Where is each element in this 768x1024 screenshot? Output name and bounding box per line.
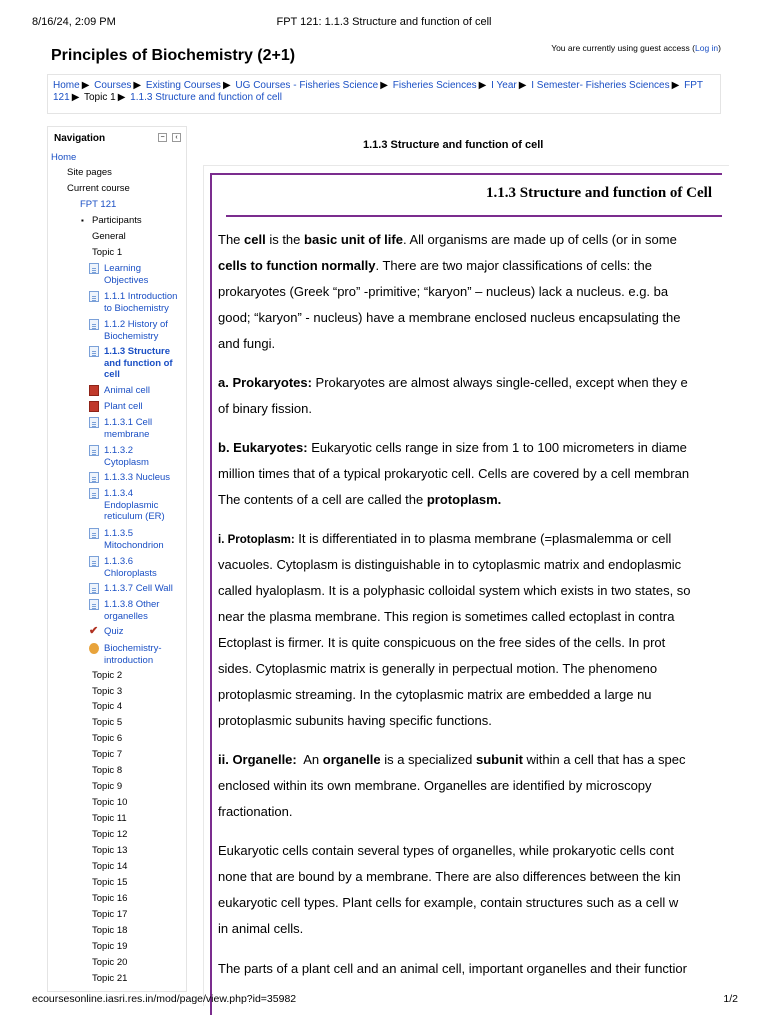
paragraph-protoplasm-line: i. Protoplasm: It is differentiated in to plasma membrane (=plasmalemma or cell xyxy=(218,531,672,546)
nav-activity-label: Quiz xyxy=(104,626,124,637)
breadcrumb-i-year[interactable]: I Year xyxy=(491,80,517,91)
print-page-number: 1/2 xyxy=(723,993,738,1005)
paragraph-organelle-line: fractionation. xyxy=(218,804,293,819)
paragraph-protoplasm-line: protoplasmic streaming. In the cytoplasmic matrix are embedded a large nu xyxy=(218,687,652,702)
breadcrumb-i-semester[interactable]: I Semester- Fisheries Sciences xyxy=(531,80,670,91)
paragraph-intro-line: prokaryotes (Greek “pro” -primitive; “karyon” – nucleus) lack a nucleus. e.g. ba xyxy=(218,284,669,299)
nav-topic-1[interactable]: Topic 1 xyxy=(92,247,123,258)
paragraph-organelle-line: enclosed within its own membrane. Organelles are identified by microscopy xyxy=(218,778,652,793)
nav-activity-structure-function-current[interactable] xyxy=(104,346,180,381)
breadcrumb-current-page[interactable]: 1.1.3 Structure and function of cell xyxy=(130,92,282,103)
nav-participants[interactable]: Participants xyxy=(92,215,142,226)
nav-topic-20[interactable]: Topic 20 xyxy=(92,957,128,968)
breadcrumb-separator: ▶ xyxy=(81,80,90,91)
print-timestamp: 8/16/24, 2:09 PM xyxy=(32,16,116,28)
breadcrumb-separator: ▶ xyxy=(133,80,142,91)
nav-activity-label: 1.1.1 Introduction to Biochemistry xyxy=(104,291,178,314)
nav-course-fpt-121[interactable]: FPT 121 xyxy=(80,199,117,210)
article-box xyxy=(210,173,722,1015)
paragraph-intro-line: cells to function normally. There are two major classifications of cells: the xyxy=(218,258,652,273)
collapse-block-icon[interactable]: − xyxy=(158,133,167,142)
nav-activity-label: 1.1.2 History of Biochemistry xyxy=(104,319,168,342)
nav-topic-18[interactable]: Topic 18 xyxy=(92,925,128,936)
nav-activity-cytoplasm[interactable] xyxy=(104,445,164,468)
page-title: 1.1.3 Structure and function of cell xyxy=(363,139,544,151)
article-title-divider xyxy=(226,215,722,217)
breadcrumb-separator: ▶ xyxy=(222,80,231,91)
nav-topic-14[interactable]: Topic 14 xyxy=(92,861,128,872)
nav-activity-endoplasmic-reticulum[interactable] xyxy=(104,488,174,523)
breadcrumb-fpt-121[interactable]: FPT 121 xyxy=(53,80,703,103)
nav-activity-label: 1.1.3.6 Chloroplasts xyxy=(104,556,157,579)
nav-activity-label: Plant cell xyxy=(104,401,143,412)
nav-activity-quiz[interactable] xyxy=(89,625,174,638)
nav-activity-label: 1.1.3.7 Cell Wall xyxy=(104,583,173,594)
paragraph-organelle-line: ii. Organelle: An organelle is a specialized subunit within a cell that has a spec xyxy=(218,752,686,767)
paragraph-protoplasm-line: protoplasmic subunits having specific functions. xyxy=(218,713,492,728)
page-icon xyxy=(89,528,99,539)
paragraph-organelle-types-line: Eukaryotic cells contain several types of organelles, while prokaryotic cells cont xyxy=(218,843,674,858)
breadcrumb-separator: ▶ xyxy=(380,80,388,91)
nav-activity-nucleus[interactable] xyxy=(104,472,184,484)
nav-activity-label: 1.1.3.5 Mitochondrion xyxy=(104,528,164,551)
paragraph-intro-line: good; “karyon” - nucleus) have a membrane enclosed nucleus encapsulating the xyxy=(218,310,681,325)
dock-block-icon[interactable]: ‹ xyxy=(172,133,181,142)
bullet-icon: ▪ xyxy=(81,216,84,225)
navigation-header xyxy=(48,127,186,149)
nav-activity-label: Learning Objectives xyxy=(104,263,149,286)
nav-topic-12[interactable]: Topic 12 xyxy=(92,829,128,840)
login-link[interactable]: Log in xyxy=(694,43,719,53)
page-icon xyxy=(89,263,99,274)
breadcrumb xyxy=(47,74,721,114)
paragraph-intro-line: and fungi. xyxy=(218,336,276,351)
nav-topic-8[interactable]: Topic 8 xyxy=(92,765,123,776)
nav-topic-6[interactable]: Topic 6 xyxy=(92,733,123,744)
page-icon xyxy=(89,319,99,330)
print-doc-title: FPT 121: 1.1.3 Structure and function of cell xyxy=(276,16,492,28)
site-title[interactable]: Principles of Biochemistry (2+1) xyxy=(51,47,296,64)
nav-topic-10[interactable]: Topic 10 xyxy=(92,797,128,808)
nav-activity-label: 1.1.3.3 Nucleus xyxy=(104,472,171,483)
page-icon xyxy=(89,556,99,567)
paragraph-protoplasm-line: called hyaloplasm. It is a polyphasic colloidal system which exists in two states, so xyxy=(218,583,691,598)
paragraph-eukaryotes-line: The contents of a cell are called the protoplasm. xyxy=(218,492,502,507)
breadcrumb-ug-courses[interactable]: UG Courses - Fisheries Science xyxy=(235,80,379,91)
breadcrumb-home[interactable]: Home xyxy=(53,80,80,91)
nav-current-course[interactable]: Current course xyxy=(67,183,130,194)
nav-site-pages[interactable]: Site pages xyxy=(67,167,112,178)
nav-activity-history[interactable] xyxy=(104,319,176,342)
article-title: 1.1.3 Structure and function of Cell xyxy=(486,185,712,201)
quiz-check-icon: ✔ xyxy=(89,625,99,637)
nav-activity-other-organelles[interactable] xyxy=(104,599,172,622)
paragraph-protoplasm-line: Ectoplast is firmer. It is quite conspicuous on the free sides of the cells. In prot xyxy=(218,635,666,650)
breadcrumb-fisheries-sciences[interactable]: Fisheries Sciences xyxy=(392,80,477,91)
breadcrumb-topic-1: Topic 1 xyxy=(84,92,116,103)
nav-topic-3[interactable]: Topic 3 xyxy=(92,686,123,697)
nav-activity-introduction[interactable] xyxy=(104,291,184,314)
breadcrumb-separator: ▶ xyxy=(71,92,80,103)
nav-topic-15[interactable]: Topic 15 xyxy=(92,877,128,888)
nav-topic-21[interactable]: Topic 21 xyxy=(92,973,128,984)
paragraph-prokaryotes-line: a. Prokaryotes: Prokaryotes are almost always single-celled, except when they e xyxy=(218,375,688,390)
paragraph-organelle-types-line: eukaryotic cell types. Plant cells for example, contain structures such as a cell w xyxy=(218,895,679,910)
login-info xyxy=(551,43,721,53)
nav-activity-label: 1.1.3.4 Endoplasmic reticulum (ER) xyxy=(104,488,165,522)
nav-topic-5[interactable]: Topic 5 xyxy=(92,717,123,728)
nav-activity-label: 1.1.3.8 Other organelles xyxy=(104,599,160,622)
nav-topic-7[interactable]: Topic 7 xyxy=(92,749,123,760)
nav-activity-plant-cell[interactable] xyxy=(104,401,180,413)
nav-activity-chloroplasts[interactable] xyxy=(104,556,174,579)
paragraph-parts-line: The parts of a plant cell and an animal cell, important organelles and their functior xyxy=(218,961,687,976)
pdf-file-icon xyxy=(89,385,99,396)
breadcrumb-separator: ▶ xyxy=(518,80,527,91)
login-prefix: You are currently using guest access ( xyxy=(551,43,695,53)
page-icon xyxy=(89,472,99,483)
nav-activity-label: Biochemistry-introduction xyxy=(104,643,162,666)
nav-topic-2[interactable]: Topic 2 xyxy=(92,670,123,681)
nav-general[interactable]: General xyxy=(92,231,126,242)
nav-topic-17[interactable]: Topic 17 xyxy=(92,909,128,920)
page-icon xyxy=(89,417,99,428)
paragraph-protoplasm-line: sides. Cytoplasmic matrix is generally in perpectual motion. The phenomeno xyxy=(218,661,658,676)
paragraph-organelle-types-line: none that are bound by a membrane. There are also differences between the kin xyxy=(218,869,681,884)
paragraph-eukaryotes-line: million times that of a typical prokaryotic cell. Cells are covered by a cell membran xyxy=(218,466,690,481)
page-icon xyxy=(89,445,99,456)
page-icon xyxy=(89,291,99,302)
nav-activity-label: 1.1.3.2 Cytoplasm xyxy=(104,445,149,468)
breadcrumb-existing-courses[interactable]: Existing Courses xyxy=(145,80,221,91)
page-icon xyxy=(89,346,99,357)
nav-activity-label: Animal cell xyxy=(104,385,150,396)
paragraph-protoplasm-line: vacuoles. Cytoplasm is distinguishable in to cytoplasmic matrix and endoplasmic xyxy=(218,557,682,572)
breadcrumb-separator: ▶ xyxy=(117,92,126,103)
breadcrumb-separator: ▶ xyxy=(478,80,487,91)
nav-activity-biochemistry-introduction[interactable] xyxy=(104,643,174,666)
nav-home[interactable]: Home xyxy=(51,152,77,163)
nav-topic-4[interactable]: Topic 4 xyxy=(92,701,123,712)
print-url: ecoursesonline.iasri.res.in/mod/page/view.php?id=35982 xyxy=(32,993,297,1005)
nav-activity-mitochondrion[interactable] xyxy=(104,528,176,551)
breadcrumb-courses[interactable]: Courses xyxy=(94,80,132,91)
nav-topic-19[interactable]: Topic 19 xyxy=(92,941,128,952)
nav-topic-11[interactable]: Topic 11 xyxy=(92,813,127,824)
pdf-file-icon xyxy=(89,401,99,412)
nav-activity-label: 1.1.3 Structure and function of cell xyxy=(104,346,173,380)
nav-activity-cell-wall[interactable] xyxy=(104,583,184,595)
nav-activity-learning-objectives[interactable] xyxy=(104,263,176,286)
nav-activity-label: 1.1.3.1 Cell membrane xyxy=(104,417,153,440)
page-icon xyxy=(89,488,99,499)
paragraph-protoplasm-line: near the plasma membrane. This region is sometimes called ectoplast in contra xyxy=(218,609,675,624)
page-icon xyxy=(89,583,99,594)
breadcrumb-separator: ▶ xyxy=(671,80,680,91)
page-icon xyxy=(89,599,99,610)
login-suffix: ) xyxy=(718,43,721,53)
paragraph-eukaryotes-line: b. Eukaryotes: Eukaryotic cells range in size from 1 to 100 micrometers in diame xyxy=(218,440,687,455)
navigation-title: Navigation xyxy=(54,133,106,144)
nav-topic-13[interactable]: Topic 13 xyxy=(92,845,128,856)
nav-activity-cell-membrane[interactable] xyxy=(104,417,164,440)
paragraph-organelle-types-line: in animal cells. xyxy=(218,921,304,936)
nav-topic-16[interactable]: Topic 16 xyxy=(92,893,128,904)
paragraph-prokaryotes-line: of binary fission. xyxy=(218,401,312,416)
nav-topic-9[interactable]: Topic 9 xyxy=(92,781,123,792)
paragraph-intro-line: The cell is the basic unit of life. All organisms are made up of cells (or in some xyxy=(218,232,677,247)
book-icon xyxy=(89,643,99,654)
nav-activity-animal-cell[interactable] xyxy=(104,385,180,397)
